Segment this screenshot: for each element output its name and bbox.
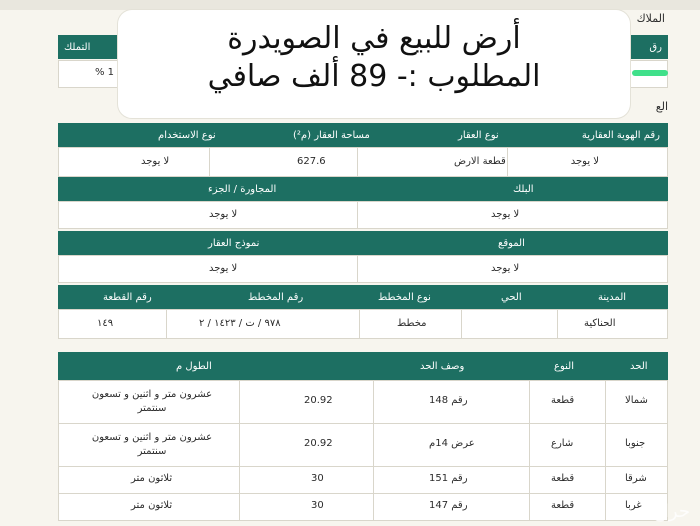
location-label: الموقع <box>498 237 525 249</box>
header-city: المدينة <box>598 291 627 303</box>
announcement-price: المطلوب :- 89 ألف صافي <box>207 59 541 94</box>
row4-type: قطعة <box>551 500 575 511</box>
block-row <box>58 201 668 229</box>
row3-dir: شرقا <box>625 473 647 484</box>
top-strip <box>0 0 700 10</box>
header-bound: الحد <box>630 360 648 372</box>
row3-length: 30 <box>311 473 324 484</box>
row2-desc: عرض 14م <box>429 438 475 449</box>
section2-label: الع <box>655 100 668 113</box>
value-property-type: قطعة الارض <box>454 156 506 167</box>
location-row <box>58 255 668 283</box>
row1-type: قطعة <box>551 395 575 406</box>
owners-col-ownership: التملك <box>64 41 91 53</box>
header-district: الحي <box>501 291 522 303</box>
owners-percent: % 1 <box>95 67 115 78</box>
header-plot-number: رقم القطعة <box>103 291 152 303</box>
location-value: لا يوجد <box>491 263 520 274</box>
table-row <box>58 493 668 521</box>
value-plan-number: ٩٧٨ / ت / ١٤٢٣ / ٢ <box>199 318 281 329</box>
header-bound-desc: وصف الحد <box>420 360 465 372</box>
value-city: الحناكية <box>584 318 616 329</box>
location-header <box>58 231 668 255</box>
value-property-area: 627.6 <box>297 156 326 167</box>
value-property-id: لا يوجد <box>570 156 599 167</box>
row1-dir: شمالا <box>625 395 648 406</box>
row3-text: ثلاثون متر <box>131 473 173 484</box>
table-row <box>58 466 668 494</box>
row4-text: ثلاثون متر <box>131 500 173 511</box>
table-row <box>58 380 668 424</box>
block-header <box>58 177 668 201</box>
plan-values-row <box>58 309 668 339</box>
header-plan-type: نوع المخطط <box>378 291 431 303</box>
row2-text: عشرون متر و اثنين و تسعون سنتمتر <box>91 432 213 457</box>
value-plan-type: مخطط <box>397 318 427 329</box>
row3-type: قطعة <box>551 473 575 484</box>
property-header <box>58 123 668 147</box>
row2-length: 20.92 <box>304 438 333 449</box>
highlight-mark <box>632 70 668 76</box>
header-length: الطول م <box>176 360 212 372</box>
model-label: نموذج العقار <box>208 237 260 249</box>
block-label: البلك <box>513 183 534 195</box>
owners-col-partial: رق <box>649 41 662 53</box>
row1-text: عشرون متر و اثنين و تسعون سنتمتر <box>91 389 213 414</box>
row4-dir: غربا <box>625 500 642 511</box>
neighbor-label: المجاورة / الجزء <box>208 183 277 195</box>
value-plot-number: ١٤٩ <box>97 318 114 329</box>
watermark-logo: حراج <box>652 501 690 522</box>
announcement-title: أرض للبيع في الصويدرة <box>227 21 521 56</box>
sale-announcement-card <box>118 10 630 118</box>
property-values-row <box>58 147 668 177</box>
block-value: لا يوجد <box>491 209 520 220</box>
owners-section-label: الملاك <box>636 12 665 25</box>
row4-length: 30 <box>311 500 324 511</box>
neighbor-value: لا يوجد <box>209 209 238 220</box>
row2-dir: جنوبا <box>625 438 646 449</box>
header-plan-number: رقم المخطط <box>248 291 304 303</box>
bounds-header <box>58 352 668 380</box>
header-usage-type: نوع الاستخدام <box>158 129 216 141</box>
table-row <box>58 423 668 467</box>
header-property-id: رقم الهوية العقارية <box>581 129 660 141</box>
row2-type: شارع <box>551 438 574 449</box>
header-bound-type: النوع <box>554 360 574 372</box>
plan-header <box>58 285 668 309</box>
header-property-type: نوع العقار <box>458 129 499 141</box>
row1-desc: رقم 148 <box>429 395 468 406</box>
value-usage-type: لا يوجد <box>141 156 170 167</box>
model-value: لا يوجد <box>209 263 238 274</box>
row3-desc: رقم 151 <box>429 473 468 484</box>
row4-desc: رقم 147 <box>429 500 468 511</box>
row1-length: 20.92 <box>304 395 333 406</box>
header-property-area: مساحة العقار (م²) <box>293 129 370 141</box>
